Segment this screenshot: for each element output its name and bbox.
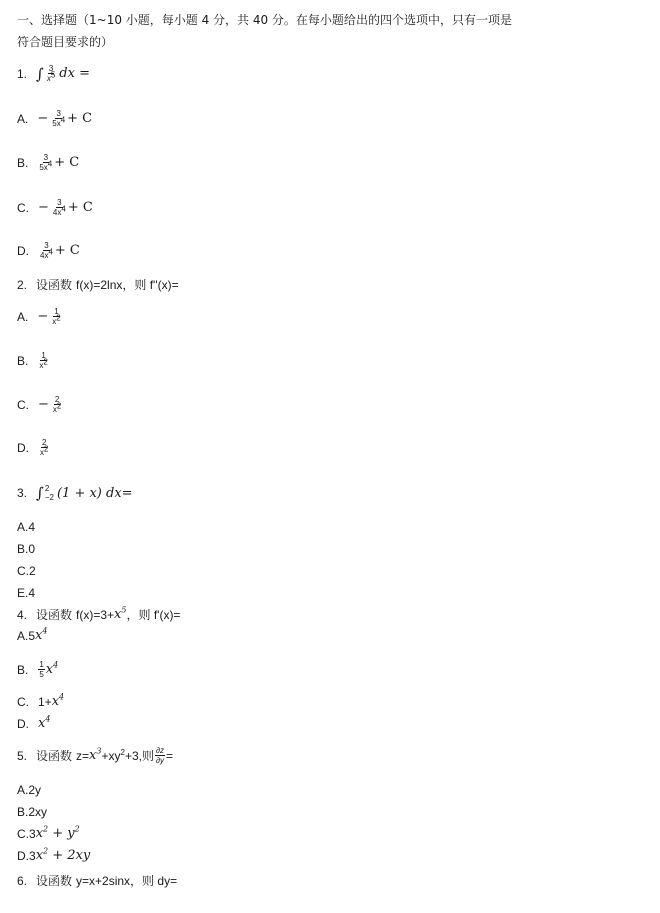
numerator: 1 xyxy=(54,307,59,316)
integral-sign: ∫ xyxy=(36,64,44,83)
question-number: 3. xyxy=(17,486,28,500)
lower-limit: −2 xyxy=(44,493,54,502)
sign: − xyxy=(37,111,49,126)
q5-option-d[interactable] xyxy=(17,848,90,863)
equals-sign: = xyxy=(165,748,173,763)
denominator: $x^2$ xyxy=(52,313,61,326)
denominator: $4x^4$ xyxy=(40,247,53,260)
q5-option-b[interactable]: B.2xy xyxy=(17,805,48,819)
q3-option-a[interactable]: A.4 xyxy=(17,520,36,534)
option-label: A. xyxy=(17,309,29,324)
question-number: 2. xyxy=(17,277,28,292)
fraction xyxy=(39,241,54,260)
denominator: 5 xyxy=(39,670,44,679)
option-label: C. xyxy=(17,200,29,215)
constant-term: + C xyxy=(54,243,80,258)
q2-option-b[interactable] xyxy=(17,351,50,370)
denominator: $x^2$ xyxy=(40,444,49,457)
integral-sign: ∫ xyxy=(36,484,44,502)
upper-limit: 2 xyxy=(44,484,50,493)
question-number: 5. xyxy=(17,748,28,763)
fraction xyxy=(52,198,67,217)
q3-option-c[interactable]: C.2 xyxy=(17,564,36,578)
question-text: y=x+2sinx，则 dy= xyxy=(76,874,178,888)
differential: dx = xyxy=(59,66,90,81)
numerator: 3 xyxy=(56,109,61,118)
numerator: 1 xyxy=(39,660,44,669)
question-text-mid: $+xy^2+3$,则 xyxy=(101,748,154,763)
fraction xyxy=(38,660,44,679)
power-term: $x^4$ xyxy=(51,692,65,709)
denominator: $5x^4$ xyxy=(39,159,53,172)
q2-option-d[interactable] xyxy=(17,438,50,457)
option-label: D. xyxy=(17,716,29,731)
q1-option-d[interactable] xyxy=(17,241,80,260)
q1-option-c[interactable] xyxy=(17,198,93,217)
numerator: 3 xyxy=(43,153,49,162)
fraction xyxy=(38,153,53,172)
q3-option-e[interactable]: E.4 xyxy=(17,586,36,600)
integrand: (1 + x) dx= xyxy=(56,485,133,501)
numerator: 1 xyxy=(41,351,46,360)
q4-option-c[interactable] xyxy=(17,694,64,709)
q4-option-b[interactable] xyxy=(17,660,58,679)
q1-option-b[interactable] xyxy=(17,153,79,172)
numerator: 3 xyxy=(44,241,49,250)
math-expression: $x^2 + y^2$ xyxy=(35,824,80,841)
constant-term: + C xyxy=(67,111,93,126)
option-label: B. xyxy=(17,662,29,677)
numerator: 3 xyxy=(57,198,62,207)
option-label: A.5 xyxy=(17,628,36,643)
q3-option-b[interactable]: B.0 xyxy=(17,542,36,556)
fraction xyxy=(46,64,56,83)
denominator: $4x^4$ xyxy=(52,204,66,217)
denominator: $x^2$ xyxy=(39,357,48,370)
question-number: 6. xyxy=(17,873,28,888)
power-term: $x^3$ xyxy=(89,746,102,763)
constant-term: + C xyxy=(67,200,93,215)
q2-option-a[interactable] xyxy=(17,307,63,326)
question-text: f(x)=2lnx，则 f''(x)= xyxy=(76,278,179,292)
sign: − xyxy=(37,309,49,324)
fraction xyxy=(38,351,48,370)
question-3 xyxy=(17,484,133,502)
option-label: C.3 xyxy=(17,826,36,841)
question-5 xyxy=(17,746,173,765)
section-header-line1: 一、选择题（1~10 小题，每小题 4 分，共 40 分。在每小题给出的四个选项中，只有一项是 xyxy=(17,13,512,27)
power-term: $x^4$ xyxy=(38,714,51,731)
q1-option-a[interactable] xyxy=(17,109,92,128)
option-label: B. xyxy=(17,353,29,368)
power-term: $x^4$ xyxy=(35,626,48,643)
option-label: B. xyxy=(17,155,29,170)
question-number: 1. xyxy=(17,66,28,81)
question-2 xyxy=(17,276,179,293)
denominator: $5x^4$ xyxy=(52,115,66,128)
constant-term: + C xyxy=(54,155,80,170)
sign: − xyxy=(38,200,49,215)
option-label: A. xyxy=(17,111,29,126)
numerator: ∂z xyxy=(155,746,164,755)
partial-derivative xyxy=(155,746,165,765)
option-label: D. xyxy=(17,243,29,258)
denominator: ∂y xyxy=(155,756,164,765)
question-1 xyxy=(17,64,90,83)
numerator: 2 xyxy=(42,438,47,447)
question-4 xyxy=(17,606,180,623)
question-text-cn: 设函数 xyxy=(36,749,73,763)
fraction xyxy=(51,109,66,128)
fraction xyxy=(39,438,49,457)
q2-option-c[interactable] xyxy=(17,395,63,414)
q5-option-a[interactable]: A.2y xyxy=(17,783,42,797)
question-text-cn: 设函数 xyxy=(36,608,73,622)
power-term: $x^4$ xyxy=(45,660,59,677)
power-term: $x^5$ xyxy=(114,605,127,622)
denominator: $x^5$ xyxy=(46,70,56,83)
question-text-cn: 设函数 xyxy=(36,874,73,888)
option-label: C. xyxy=(17,694,29,709)
q4-option-d[interactable] xyxy=(17,716,50,731)
numerator: 2 xyxy=(54,395,60,404)
integral-limits xyxy=(45,484,54,502)
fraction xyxy=(51,307,61,326)
denominator: $x^2$ xyxy=(52,401,62,414)
option-label: C. xyxy=(17,397,29,412)
option-label: D. xyxy=(17,440,29,455)
fraction xyxy=(52,395,62,414)
math-expression: $x^2 + 2xy$ xyxy=(35,846,91,863)
question-6 xyxy=(17,872,177,889)
question-text-tail: ，则 f'(x)= xyxy=(126,608,181,622)
numerator: 3 xyxy=(48,64,54,73)
question-text-cn: 设函数 xyxy=(36,278,73,292)
q4-option-a[interactable] xyxy=(17,628,47,643)
section-header-line2: 符合题目要求的） xyxy=(17,35,114,49)
option-label: D.3 xyxy=(17,848,36,863)
q5-option-c[interactable] xyxy=(17,826,80,841)
question-text: z= xyxy=(76,748,90,763)
question-number: 4. xyxy=(17,607,28,622)
option-text: 1+ xyxy=(38,694,52,709)
question-text: f(x)=3+ xyxy=(76,607,115,622)
sign: − xyxy=(38,397,49,412)
